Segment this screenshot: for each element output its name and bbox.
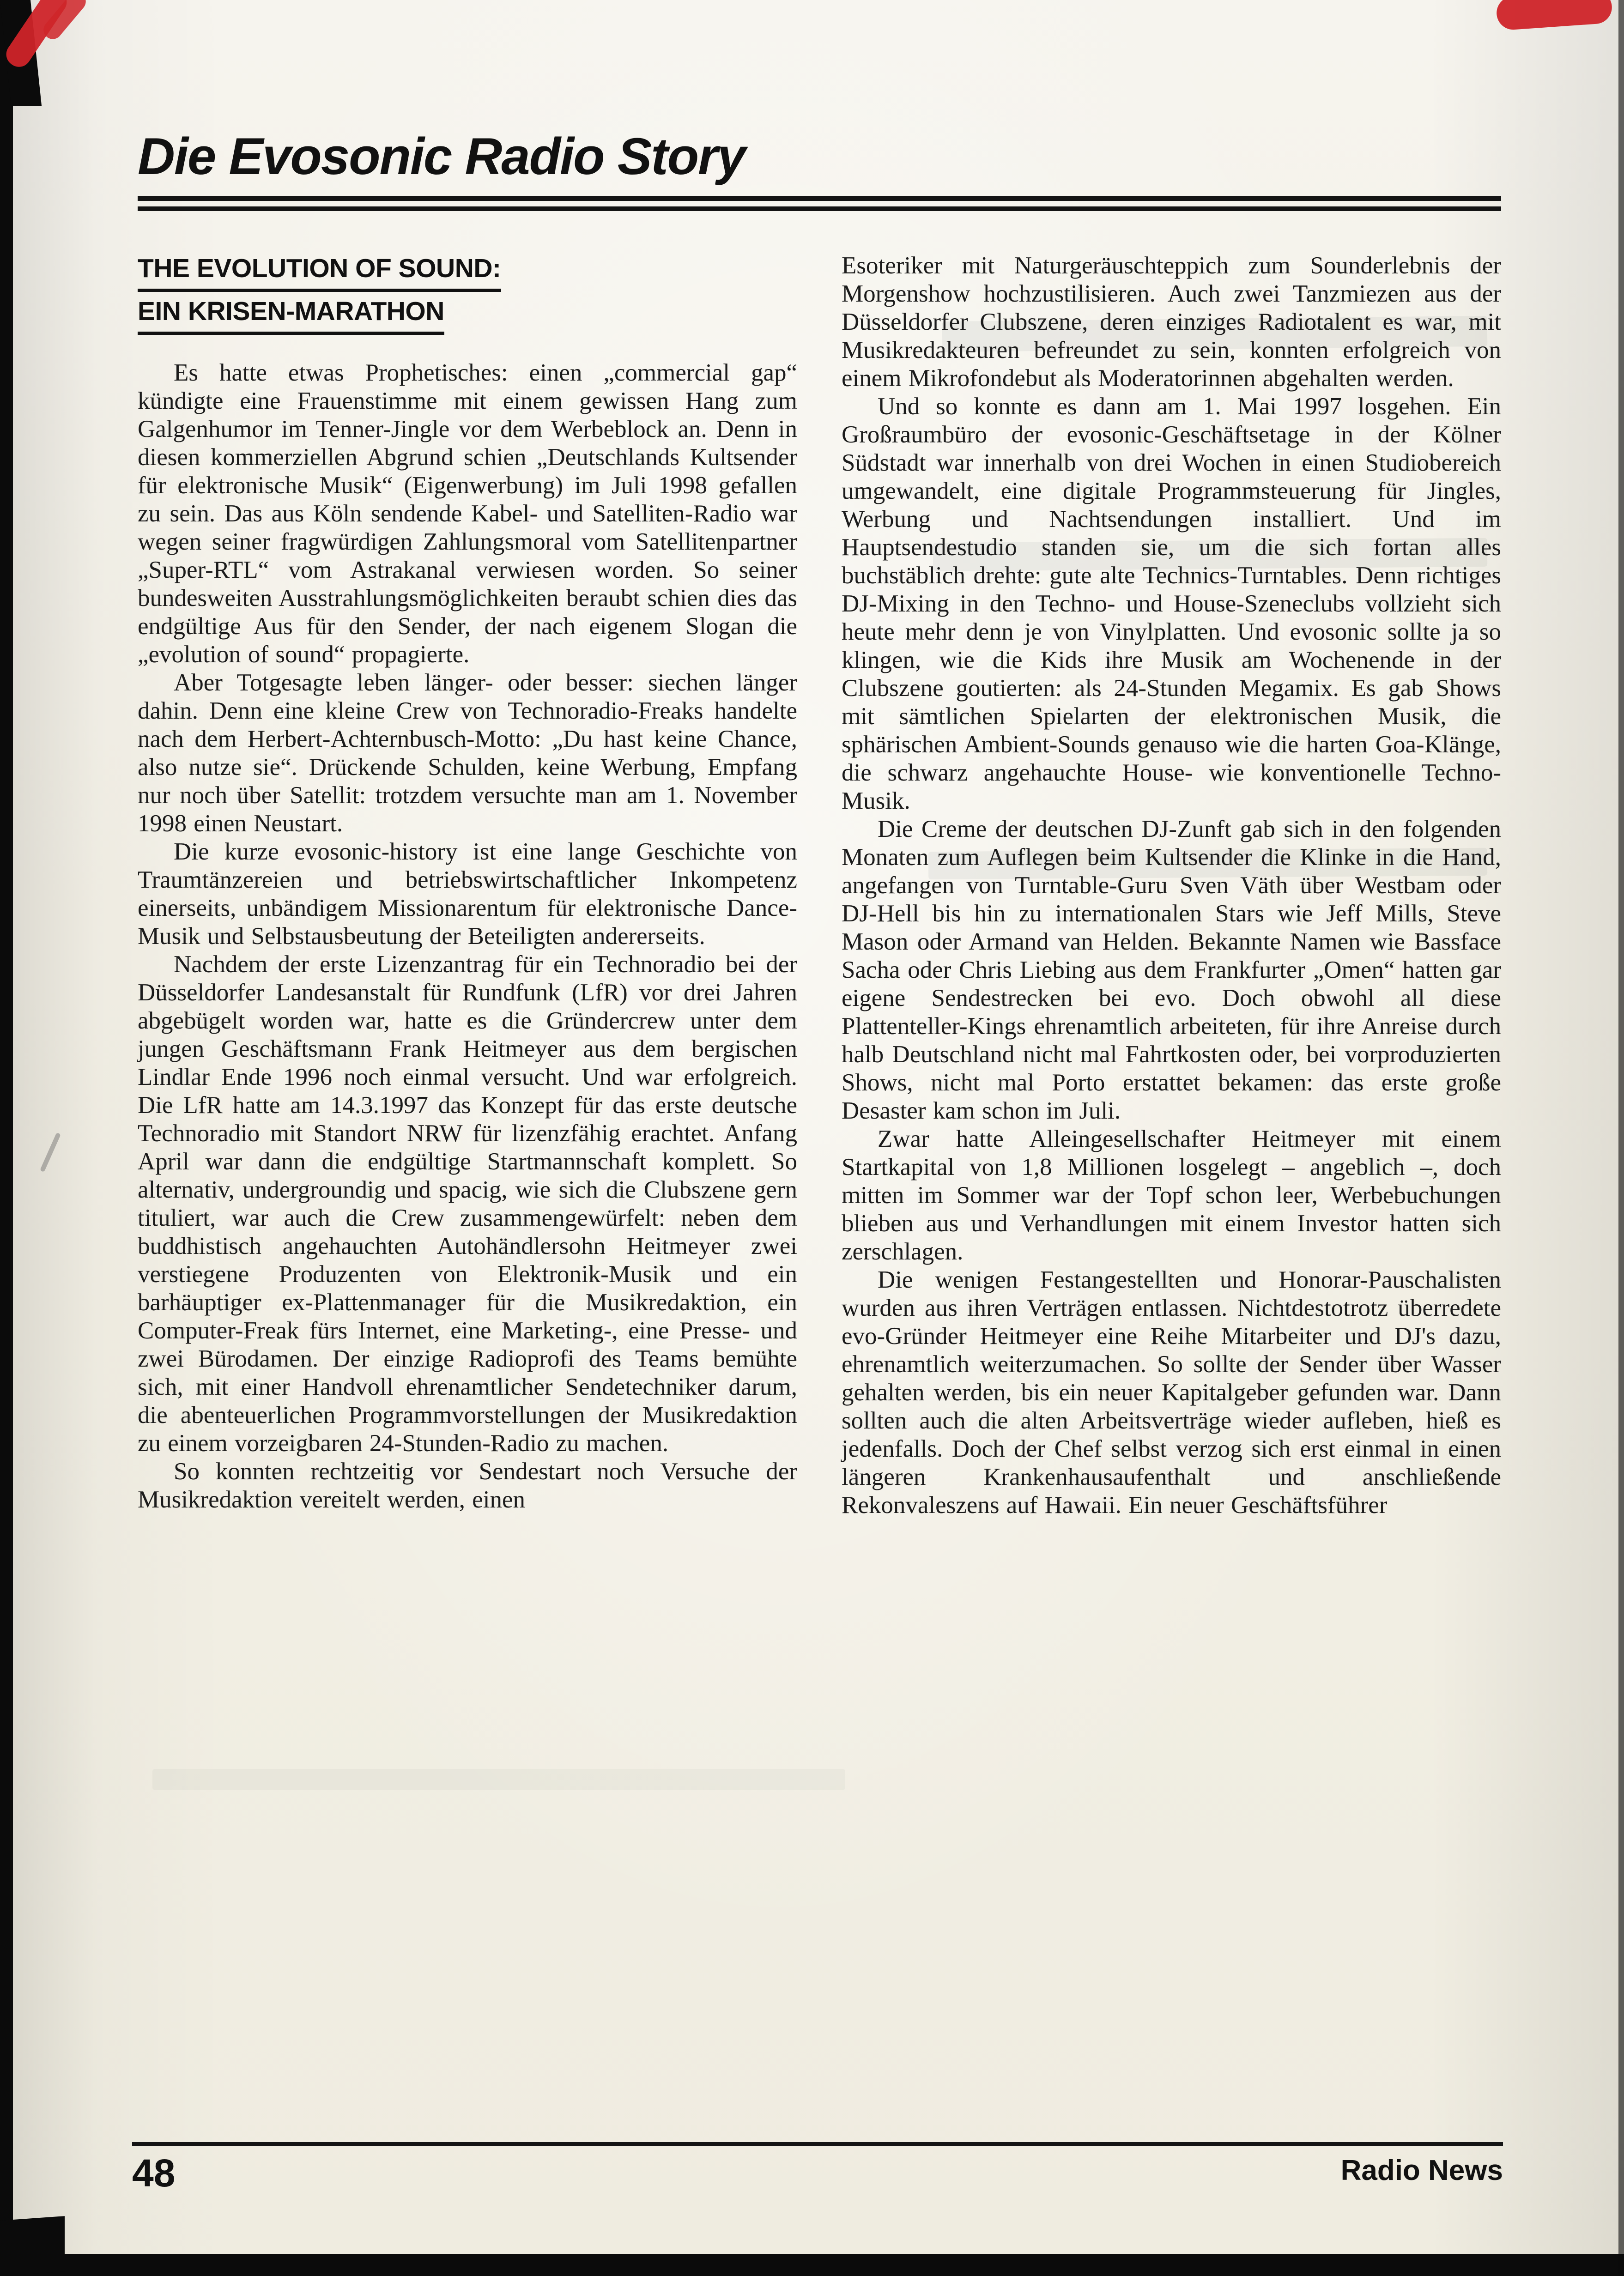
scan-edge-left — [0, 0, 13, 2276]
section-heading — [138, 252, 797, 338]
paragraph: So konnten rechtzeitig vor Sendestart noch Versuche der Musikredaktion vereitelt werden, einen — [138, 1458, 797, 1513]
section-heading-line1: THE EVOLUTION OF SOUND: — [138, 252, 501, 292]
paragraph: Aber Totgesagte leben länger- oder besser: siechen länger dahin. Denn eine kleine Crew von Technoradio-Freaks handelte nach dem Herbert-Achternbusch-Motto: „Du hast keine Chance, also nutze sie“. Drückende Schulden, keine Werbung, Empfang nur noch über Satellit: trotzdem versuchte man am 1. November 1998 einen Neustart. — [138, 669, 797, 837]
paragraph: Zwar hatte Alleingesellschafter Heitmeyer mit einem Startkapital von 1,8 Millionen losgelegt – angeblich –, doch mitten im Sommer war der Topf schon leer, Werbebuchungen blieben aus und Verhandlungen mit einem Investor hatten sich zerschlagen. — [842, 1125, 1501, 1265]
paragraph: Nachdem der erste Lizenzantrag für ein Technoradio bei der Düsseldorfer Landesanstalt für Rundfunk (LfR) vor drei Jahren abgebügelt worden war, hatte es die Gründercrew unter dem jungen Geschäftsmann Frank Heitmeyer aus dem bergischen Lindlar Ende 1996 noch einmal versucht. Und war erfolgreich. Die LfR hatte am 14.3.1997 das Konzept für das erste deutsche Technoradio mit Standort NRW für lizenzfähig erachtet. Anfang April war dann die endgültige Startmannschaft komplett. So alternativ, undergroundig und spacig, wie sich die Clubszene gern tituliert, war auch die Crew zusammengewürfelt: neben dem buddhistisch angehauchten Autohändlersohn Heitmeyer zwei verstiegene Produzenten von Elektronik-Musik und ein barhäuptiger ex-Plattenmanager für die Musikredaktion, ein Computer-Freak fürs Internet, eine Marketing-, eine Presse- und zwei Bürodamen. Der einzige Radioprofi des Teams bemühte sich, mit einer Handvoll ehrenamtlicher Sendetechniker darum, die abenteuerlichen Programmvorstellungen der Musikredaktion zu einem vorzeigbaren 24-Stunden-Radio zu machen. — [138, 950, 797, 1457]
paragraph: Die wenigen Festangestellten und Honorar-Pauschalisten wurden aus ihren Verträgen entlassen. Nichtdestotrotz überredete evo-Gründer Heitmeyer eine Reihe Mitarbeiter und DJ's dazu, ehrenamtlich weiterzumachen. So sollte der Sender über Wasser gehalten werden, bis ein neuer Kapitalgeber gefunden war. Dann sollten auch die alten Arbeitsverträge wieder aufleben, hieß es jedenfalls. Doch der Chef selbst verzog sich erst einmal in einen längeren Krankenhausaufenthalt und anschließende Rekonvaleszens auf Hawaii. Ein neuer Geschäftsführer — [842, 1266, 1501, 1519]
pencil-mark — [40, 1132, 61, 1172]
paragraph: Die kurze evosonic-history ist eine lange Geschichte von Traumtänzereien und betriebswirtschaftlicher Inkompetenz einerseits, unbändigem Missionarentum für elektronische Dance-Musik und Selbstausbeutung der Beteiligten andererseits. — [138, 838, 797, 950]
red-marker-streak-top-right — [1496, 0, 1613, 31]
scan-corner-bottom-left — [0, 2216, 65, 2276]
paragraph: Die Creme der deutschen DJ-Zunft gab sich in den folgenden Monaten zum Auflegen beim Kultsender die Klinke in die Hand, angefangen von Turntable-Guru Sven Väth über Westbam oder DJ-Hell bis hin zu internationalen Stars wie Jeff Mills, Steve Mason oder Armand van Helden. Bekannte Namen wie Bassface Sacha oder Chris Liebing aus dem Frankfurter „Omen“ hatten gar eigene Sendestrecken bei evo. Doch obwohl all diese Plattenteller-Kings ehrenamtlich arbeiteten, für ihre Anreise durch halb Deutschland nicht mal Fahrtkosten oder, bei vorproduzierten Shows, nicht mal Porto erstattet bekamen: das erste große Desaster kam schon im Juli. — [842, 815, 1501, 1124]
paragraph: Es hatte etwas Prophetisches: einen „commercial gap“ kündigte eine Frauenstimme mit einem gewissen Hang zum Galgenhumor im Tenner-Jingle vor dem Werbeblock an. Denn in diesen kommerziellen Abgrund schien „Deutschlands Kultsender für elektronische Musik“ (Eigenwerbung) im Juli 1998 gefallen zu sein. Das aus Köln sendende Kabel- und Satelliten-Radio war wegen seiner fragwürdigen Zahlungsmoral vom Satellitenpartner „Super-RTL“ vom Astrakanal verwiesen worden. So seiner bundesweiten Ausstrahlungsmöglichkeiten beraubt schien dies das endgültige Aus für den Sender, der nach eigenem Slogan die „evolution of sound“ propagierte. — [138, 359, 797, 668]
scan-edge-bottom — [0, 2254, 1624, 2276]
article-columns — [138, 252, 1501, 1519]
paragraph: Esoteriker mit Naturgeräuschteppich zum Sounderlebnis der Morgenshow hochzustilisieren. Auch zwei Tanzmiezen aus der Düsseldorfer Clubszene, deren einziges Radiotalent es war, mit Musikredakteuren befreundet zu sein, konnten erfolgreich von einem Mikrofondebut als Moderatorinnen abgehalten werden. — [842, 252, 1501, 392]
column-right — [842, 252, 1501, 1519]
scan-edge-right — [1618, 0, 1624, 2276]
column-left — [138, 252, 797, 1519]
paragraph: Und so konnte es dann am 1. Mai 1997 losgehen. Ein Großraumbüro der evosonic-Geschäftsetage in der Kölner Südstadt war innerhalb von drei Wochen in einen Studiobereich umgewandelt, eine digitale Programmsteuerung für Jingles, Werbung und Nachtsendungen installiert. Und im Hauptsendestudio standen sie, um die sich fortan alles buchstäblich drehte: gute alte Technics-Turntables. Denn richtiges DJ-Mixing in den Techno- und House-Szeneclubs vollzieht sich heute mehr denn je von Vinylplatten. Und evosonic sollte ja so klingen, wie die Kids ihre Musik am Wochenende in der Clubszene goutierten: als 24-Stunden Megamix. Es gab Shows mit sämtlichen Spielarten der elektronischen Musik, die sphärischen Ambient-Sounds genauso wie die harten Goa-Klänge, die schwarz angehauchte House- wie konventionelle Techno-Musik. — [842, 393, 1501, 814]
magazine-name: Radio News — [1340, 2155, 1503, 2186]
page-number: 48 — [132, 2151, 176, 2195]
page-title: Die Evosonic Radio Story — [138, 127, 745, 185]
section-heading-line2: EIN KRISEN-MARATHON — [138, 295, 444, 335]
page-footer — [132, 2142, 1503, 2195]
title-double-rule — [138, 196, 1501, 211]
page-content — [138, 129, 1501, 1519]
bleed-through-artifact — [152, 1769, 845, 1790]
